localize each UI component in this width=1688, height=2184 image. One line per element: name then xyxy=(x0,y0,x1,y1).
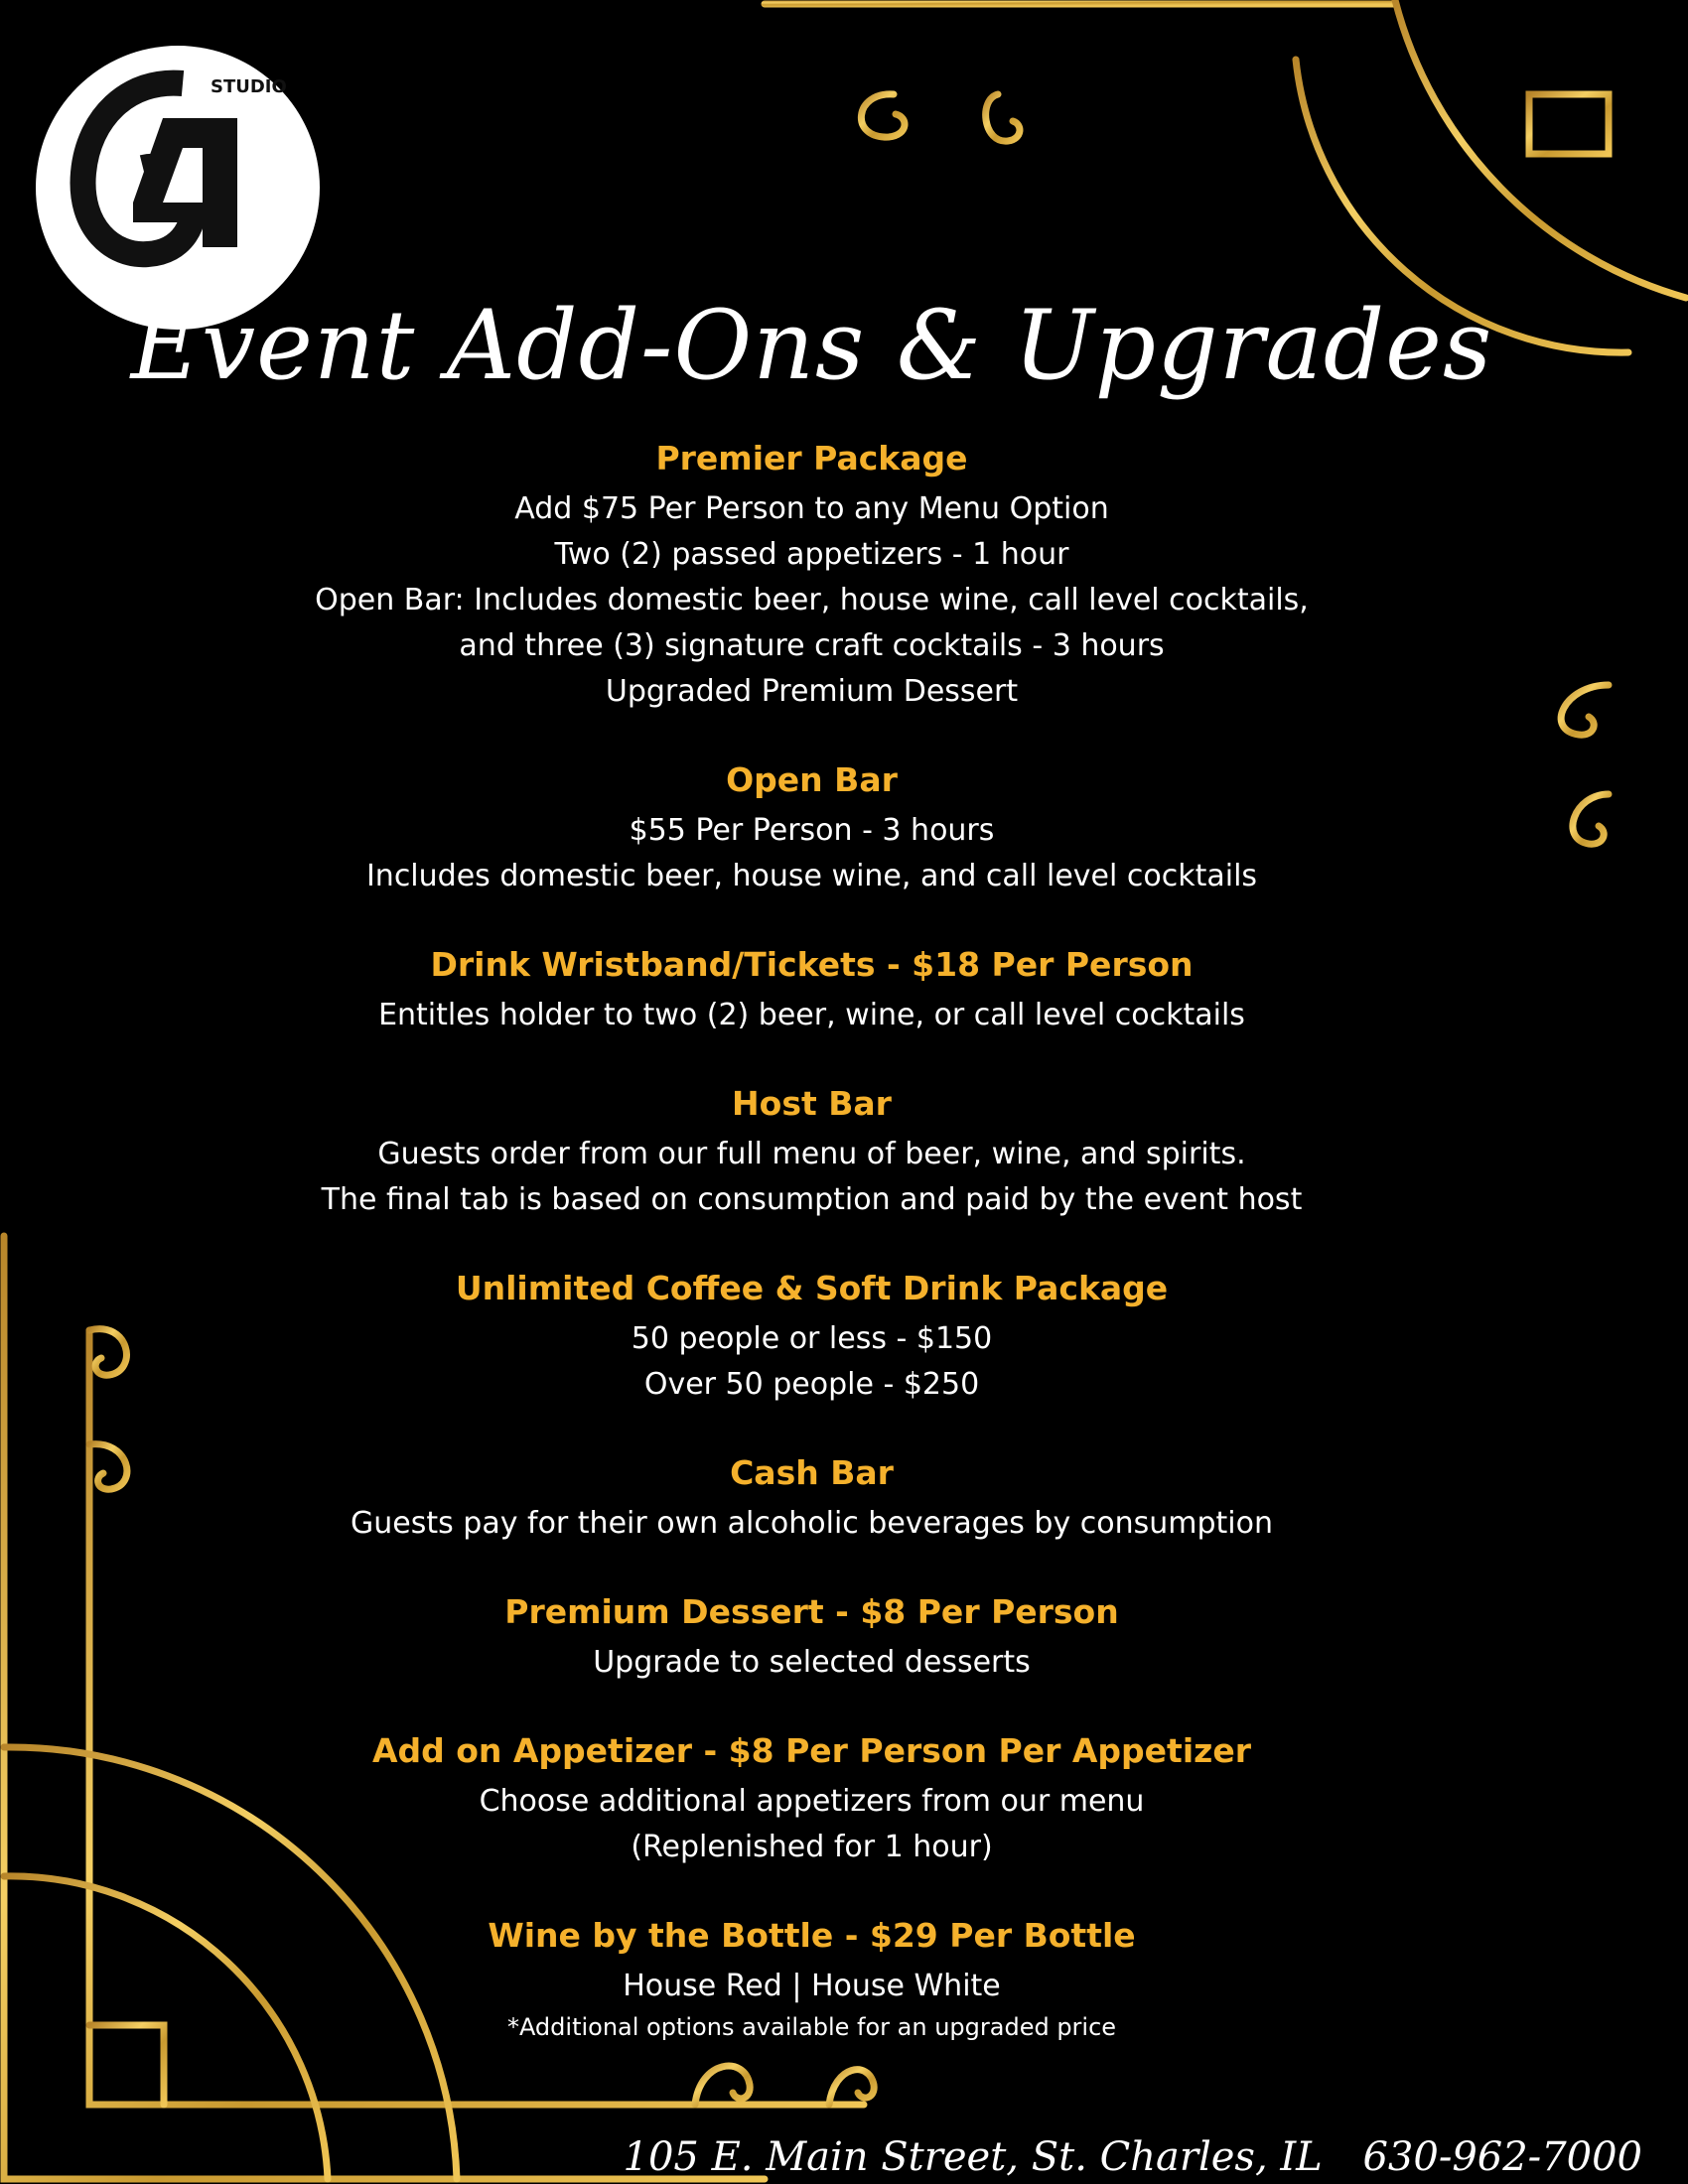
section-note: *Additional options available for an upgraded price xyxy=(506,2013,1117,2041)
section-line: Two (2) passed appetizers - 1 hour xyxy=(554,537,1069,572)
add-on-appetizer-section xyxy=(0,1727,1623,1870)
menu-list xyxy=(0,435,1623,2087)
section-heading: Premier Package xyxy=(655,439,968,478)
section-heading: Drink Wristband/Tickets - $18 Per Person xyxy=(430,945,1194,984)
premium-dessert-section xyxy=(0,1588,1623,1686)
section-line: and three (3) signature craft cocktails - 3 hours xyxy=(459,628,1165,663)
section-line: Guests order from our full menu of beer, wine, and spirits. xyxy=(377,1137,1246,1171)
section-line: $55 Per Person - 3 hours xyxy=(629,813,995,848)
open-bar-section xyxy=(0,756,1623,899)
svg-text:STUDIO: STUDIO xyxy=(211,76,287,97)
page-title: Event Add-Ons & Upgrades xyxy=(130,290,1493,401)
section-line: Add $75 Per Person to any Menu Option xyxy=(514,491,1109,526)
footer-contact xyxy=(596,2134,1643,2180)
host-bar-section xyxy=(0,1080,1623,1223)
section-line: House Red | House White xyxy=(623,1969,1001,2003)
section-line: Choose additional appetizers from our menu xyxy=(479,1784,1145,1819)
wine-by-bottle-section xyxy=(0,1912,1623,2045)
section-line: Entitles holder to two (2) beer, wine, or call level cocktails xyxy=(378,998,1245,1032)
section-heading: Wine by the Bottle - $29 Per Bottle xyxy=(488,1916,1136,1955)
premier-package-section xyxy=(0,435,1623,715)
section-heading: Open Bar xyxy=(726,760,898,799)
section-line: Open Bar: Includes domestic beer, house wine, call level cocktails, xyxy=(315,583,1309,617)
section-heading: Unlimited Coffee & Soft Drink Package xyxy=(455,1269,1169,1307)
footer-phone: 630-962-7000 xyxy=(1362,2134,1642,2180)
section-line: Upgrade to selected desserts xyxy=(593,1645,1031,1680)
section-line: Upgraded Premium Dessert xyxy=(605,674,1019,709)
section-line: Over 50 people - $250 xyxy=(643,1367,980,1402)
section-line: (Replenished for 1 hour) xyxy=(631,1830,993,1864)
section-line: Includes domestic beer, house wine, and call level cocktails xyxy=(365,859,1258,893)
coffee-soft-drink-section xyxy=(0,1265,1623,1408)
section-heading: Cash Bar xyxy=(730,1453,894,1492)
drink-wristband-section xyxy=(0,941,1623,1038)
cash-bar-section xyxy=(0,1449,1623,1547)
section-line: 50 people or less - $150 xyxy=(631,1321,993,1356)
footer-address: 105 E. Main Street, St. Charles, IL xyxy=(623,2134,1323,2180)
section-line: Guests pay for their own alcoholic beverages by consumption xyxy=(351,1506,1273,1541)
section-heading: Premium Dessert - $8 Per Person xyxy=(504,1592,1119,1631)
section-line: The final tab is based on consumption and paid by the event host xyxy=(321,1182,1303,1217)
section-heading: Add on Appetizer - $8 Per Person Per Appetizer xyxy=(371,1731,1252,1770)
section-heading: Host Bar xyxy=(732,1084,892,1123)
